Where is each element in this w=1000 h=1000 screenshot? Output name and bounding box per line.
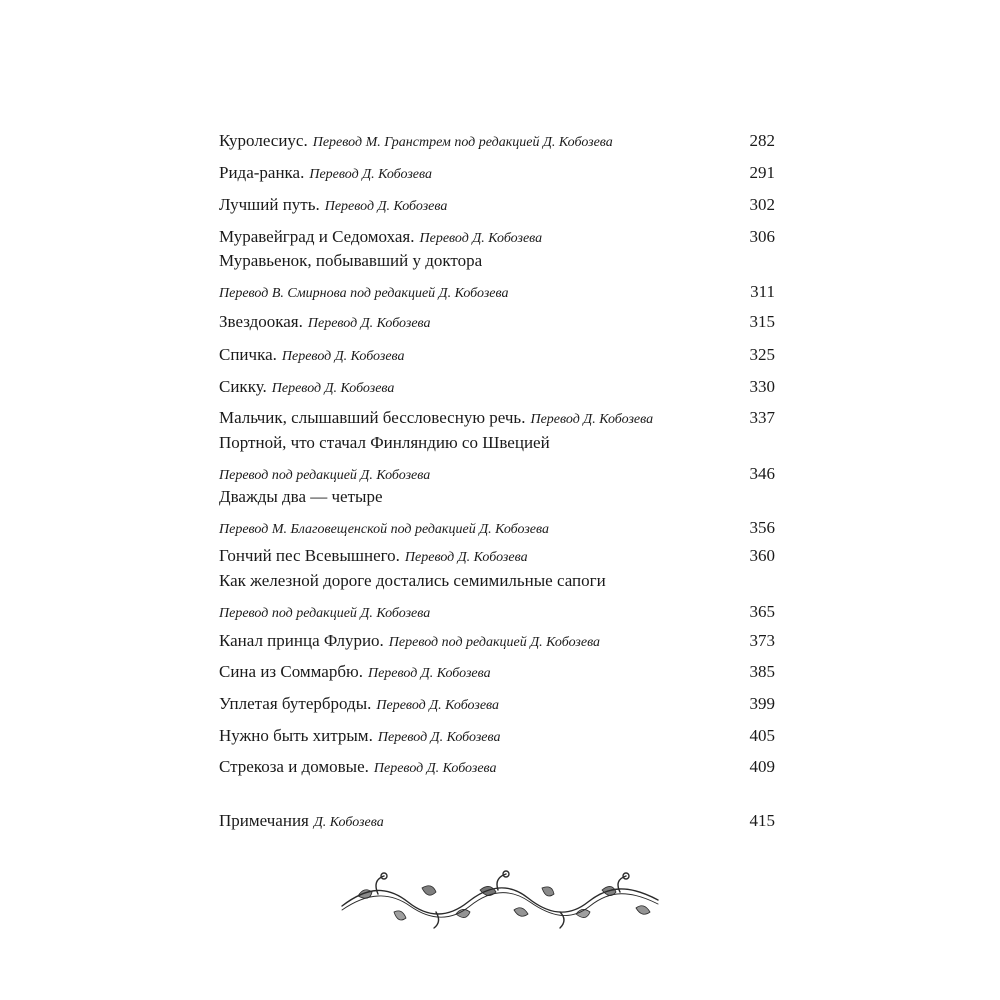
dot-leader <box>514 717 737 741</box>
entry-title: Сикку. <box>219 377 267 396</box>
page-number: 325 <box>749 345 775 364</box>
page-number: 306 <box>749 227 775 246</box>
toc-line <box>219 122 775 150</box>
page-number: 291 <box>749 163 775 182</box>
dot-leader <box>419 336 737 360</box>
entry-credit: Перевод Д. Кобозева <box>309 167 433 182</box>
entry-title: Стрекоза и домовые. <box>219 757 369 776</box>
toc-line <box>219 249 775 273</box>
entry-credit: Перевод В. Смирнова под редакцией Д. Кобозева <box>219 286 509 301</box>
entry-credit: Перевод Д. Кобозева <box>307 316 431 331</box>
toc-entry <box>219 431 775 483</box>
dot-leader <box>444 593 737 617</box>
dot-leader <box>505 653 737 677</box>
page-number: 365 <box>749 602 775 621</box>
toc-entry <box>219 537 775 565</box>
toc-line <box>219 748 775 776</box>
toc-line <box>219 685 775 713</box>
toc-entry <box>219 122 775 150</box>
dot-leader <box>563 509 737 533</box>
dot-leader <box>446 154 737 178</box>
entry-title: Портной, что стачал Финляндию со Швецией <box>219 433 550 452</box>
entry-title: Сина из Соммарбю. <box>219 662 363 681</box>
toc-line <box>219 802 775 830</box>
entry-title: Мальчик, слышавший бессловесную речь. <box>219 408 526 427</box>
toc-entry <box>219 336 775 364</box>
entry-title: Уплетая бутерброды. <box>219 694 372 713</box>
entry-credit: Перевод Д. Кобозева <box>324 199 448 214</box>
toc-entry <box>219 569 775 621</box>
page-number: 311 <box>750 282 775 301</box>
entry-credit: Перевод Д. Кобозева <box>377 730 501 745</box>
toc-entry <box>219 622 775 650</box>
entry-title: Лучший путь. <box>219 195 320 214</box>
toc-entry <box>219 399 775 427</box>
toc-line <box>219 717 775 745</box>
toc-line <box>219 431 775 455</box>
toc-entry <box>219 485 775 537</box>
toc-entry <box>219 368 775 396</box>
toc-line <box>219 622 775 650</box>
toc-entry <box>219 685 775 713</box>
entry-credit: Перевод под редакцией Д. Кобозева <box>388 635 601 650</box>
entry-title: Гончий пес Всевышнего. <box>219 546 400 565</box>
toc-line <box>219 653 775 681</box>
toc-line <box>219 273 775 301</box>
entry-credit: Перевод Д. Кобозева <box>373 761 497 776</box>
page-number: 373 <box>749 631 775 650</box>
dot-leader <box>513 685 737 709</box>
page-number: 302 <box>749 195 775 214</box>
entry-credit: Перевод Д. Кобозева <box>367 666 491 681</box>
entry-title: Как железной дороге достались семимильные сапоги <box>219 571 606 590</box>
entry-credit: Перевод Д. Кобозева <box>530 412 654 427</box>
toc-line <box>219 455 775 483</box>
entry-credit: Перевод Д. Кобозева <box>376 698 500 713</box>
toc-entry <box>219 717 775 745</box>
page-number: 415 <box>749 811 775 830</box>
page-number: 330 <box>749 377 775 396</box>
toc-entry <box>219 249 775 301</box>
entry-credit: Д. Кобозева <box>313 815 384 830</box>
toc-line <box>219 485 775 509</box>
entry-credit: Перевод под редакцией Д. Кобозева <box>219 606 431 621</box>
dot-leader <box>627 122 737 146</box>
toc-entry <box>219 154 775 182</box>
page-number: 399 <box>749 694 775 713</box>
page-number: 385 <box>749 662 775 681</box>
dot-leader <box>556 218 737 242</box>
entry-credit: Перевод Д. Кобозева <box>419 231 543 246</box>
dot-leader <box>523 273 737 297</box>
page-number: 315 <box>749 312 775 331</box>
entry-title: Примечания <box>219 811 309 830</box>
dot-leader <box>408 368 737 392</box>
toc-entry-notes <box>219 802 775 830</box>
dot-leader <box>444 455 737 479</box>
page-number: 409 <box>749 757 775 776</box>
toc-line <box>219 336 775 364</box>
entry-title: Дважды два — четыре <box>219 487 383 506</box>
toc-line <box>219 593 775 621</box>
dot-leader <box>461 186 737 210</box>
entry-credit: Перевод Д. Кобозева <box>404 550 528 565</box>
toc-line <box>219 399 775 427</box>
dot-leader <box>398 802 737 826</box>
entry-credit: Перевод Д. Кобозева <box>281 349 405 364</box>
dot-leader <box>667 399 737 423</box>
entry-title: Муравьенок, побывавший у доктора <box>219 251 483 270</box>
toc-entry <box>219 186 775 214</box>
toc-line <box>219 569 775 593</box>
page-number: 346 <box>749 464 775 483</box>
entry-credit: Перевод М. Гранстрем под редакцией Д. Кобозева <box>312 135 613 150</box>
entry-credit: Перевод М. Благовещенской под редакцией Д. Кобозева <box>219 522 550 537</box>
entry-credit: Перевод Д. Кобозева <box>271 381 395 396</box>
dot-leader <box>445 303 737 327</box>
entry-title: Куролесиус. <box>219 131 308 150</box>
entry-title: Спичка. <box>219 345 277 364</box>
toc-line <box>219 303 775 331</box>
entry-title: Муравейград и Седомохая. <box>219 227 415 246</box>
page-number: 356 <box>749 518 775 537</box>
toc-line <box>219 186 775 214</box>
dot-leader <box>614 622 737 646</box>
toc-entry <box>219 653 775 681</box>
toc-entry <box>219 303 775 331</box>
entry-credit: Перевод под редакцией Д. Кобозева <box>219 468 431 483</box>
vine-ornament-icon <box>338 866 662 936</box>
entry-title: Нужно быть хитрым. <box>219 726 373 745</box>
toc-line <box>219 154 775 182</box>
entry-title: Канал принца Флурио. <box>219 631 384 650</box>
page-number: 282 <box>749 131 775 150</box>
toc-line <box>219 537 775 565</box>
toc-line <box>219 368 775 396</box>
entry-title: Рида-ранка. <box>219 163 305 182</box>
toc-entry <box>219 748 775 776</box>
toc-line <box>219 218 775 246</box>
dot-leader <box>542 537 737 561</box>
toc-entry <box>219 218 775 246</box>
page-number: 405 <box>749 726 775 745</box>
page-number: 337 <box>749 408 775 427</box>
page-number: 360 <box>749 546 775 565</box>
entry-title: Звездоокая. <box>219 312 303 331</box>
toc-line <box>219 509 775 537</box>
dot-leader <box>511 748 737 772</box>
